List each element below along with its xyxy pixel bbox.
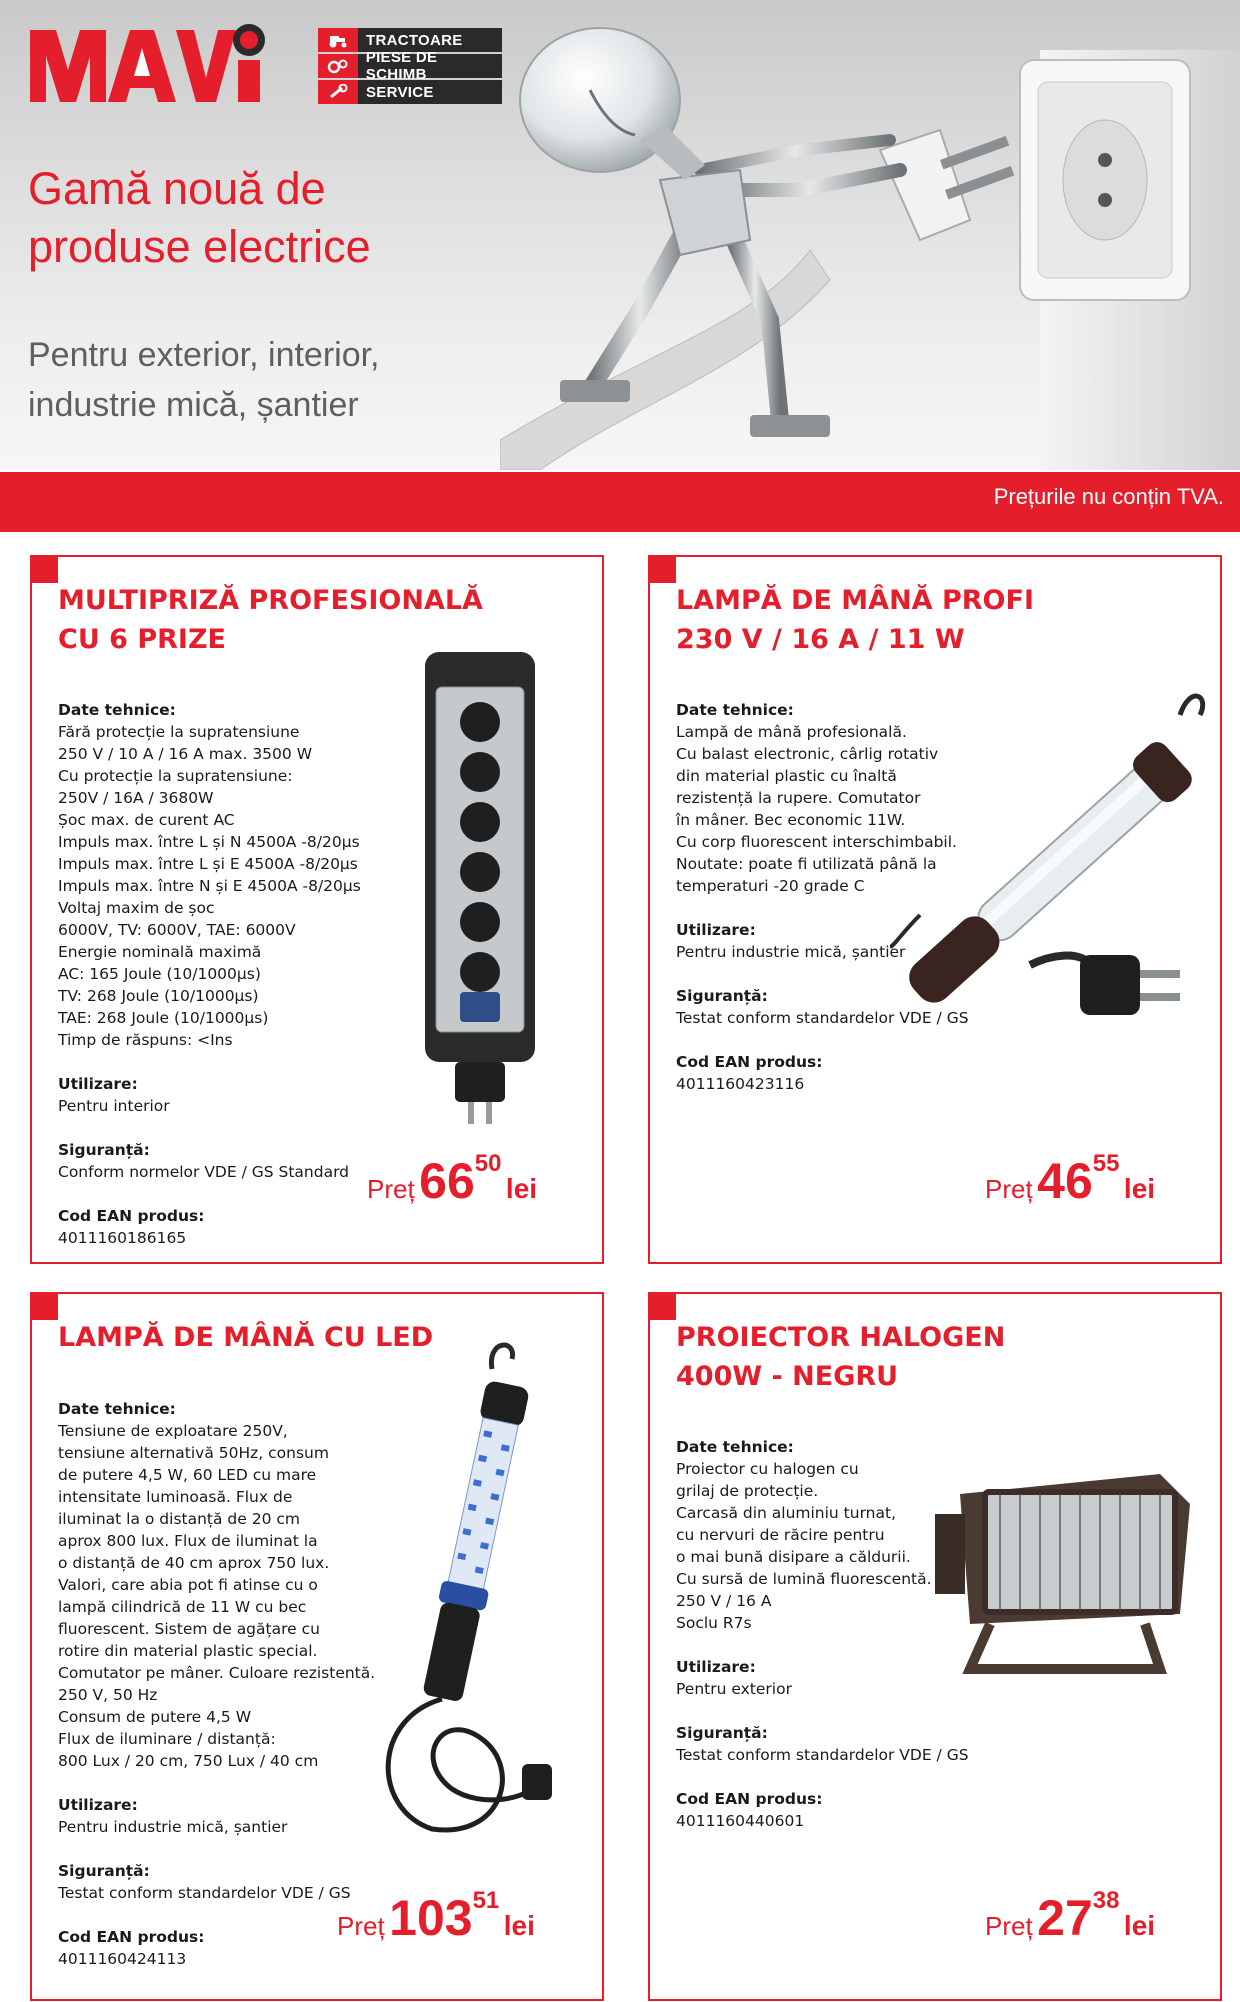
price-tag <box>985 1889 1155 1947</box>
safety-text: Testat conform standardelor VDE / GS <box>676 1009 969 1027</box>
led-lamp-image <box>372 1339 572 1844</box>
product-title-line: CU 6 PRIZE <box>58 624 226 655</box>
card-corner-marker <box>648 555 676 583</box>
product-card-proiector <box>648 1292 1222 2001</box>
product-title-line: LAMPĂ DE MÂNĂ CU LED <box>58 1322 434 1353</box>
spec-line: Voltaj maxim de șoc <box>58 899 215 917</box>
price-decimals: 51 <box>472 1887 500 1914</box>
hero-subtitle-line: industrie mică, șantier <box>28 386 359 424</box>
vat-note: Prețurile nu conțin TVA. <box>993 484 1224 509</box>
product-specs <box>676 1436 969 1854</box>
spec-line: în mâner. Bec economic 11W. <box>676 811 906 829</box>
spec-line: Energie nominală maximă <box>58 943 262 961</box>
spec-line: fluorescent. Sistem de agățare cu <box>58 1620 320 1638</box>
price-label: Preț <box>337 1911 385 1941</box>
hand-lamp-image <box>890 685 1220 1045</box>
spec-line: Șoc max. de curent AC <box>58 811 235 829</box>
specs-heading: Date tehnice: <box>58 701 176 719</box>
usage-heading: Utilizare: <box>58 1075 138 1093</box>
usage-text: Pentru industrie mică, șantier <box>58 1818 288 1836</box>
spec-line: temperaturi -20 grade C <box>676 877 865 895</box>
hero-title-line: Gamă nouă de <box>28 163 326 214</box>
usage-text: Pentru industrie mică, șantier <box>676 943 906 961</box>
ean-heading: Cod EAN produs: <box>58 1928 205 1946</box>
spec-line: o distanță de 40 cm aprox 750 lux. <box>58 1554 330 1572</box>
ean-heading: Cod EAN produs: <box>676 1790 823 1808</box>
safety-text: Testat conform standardelor VDE / GS <box>676 1746 969 1764</box>
mavi-logo <box>30 12 270 112</box>
safety-text: Testat conform standardelor VDE / GS <box>58 1884 351 1902</box>
price-label: Preț <box>367 1174 415 1204</box>
product-title-line: LAMPĂ DE MÂNĂ PROFI <box>676 585 1034 616</box>
price-integer: 27 <box>1037 1890 1093 1946</box>
price-integer: 103 <box>389 1890 473 1946</box>
spec-line: din material plastic cu înaltă <box>676 767 897 785</box>
ean-code: 4011160424113 <box>58 1950 187 1968</box>
power-strip-image <box>410 652 550 1132</box>
product-title-line: 400W - NEGRU <box>676 1361 899 1392</box>
ean-heading: Cod EAN produs: <box>676 1053 823 1071</box>
spec-line: 800 Lux / 20 cm, 750 Lux / 40 cm <box>58 1752 319 1770</box>
specs-heading: Date tehnice: <box>676 1438 794 1456</box>
gears-icon <box>318 54 358 78</box>
product-title-line: MULTIPRIZĂ PROFESIONALĂ <box>58 585 483 616</box>
product-title <box>676 1318 1196 1396</box>
usage-heading: Utilizare: <box>58 1796 138 1814</box>
spec-line: 250 V / 16 A <box>676 1592 772 1610</box>
spec-line: Impuls max. între L și N 4500A -8/20µs <box>58 833 360 851</box>
spec-line: 250V / 16A / 3680W <box>58 789 214 807</box>
hero-banner <box>0 0 1240 470</box>
price-label: Preț <box>985 1911 1033 1941</box>
safety-heading: Siguranță: <box>676 1724 768 1742</box>
usage-text: Pentru exterior <box>676 1680 792 1698</box>
price-decimals: 38 <box>1092 1887 1120 1914</box>
ean-code: 4011160440601 <box>676 1812 805 1830</box>
spec-line: 250 V, 50 Hz <box>58 1686 158 1704</box>
spec-line: Cu protecție la supratensiune: <box>58 767 293 785</box>
safety-heading: Siguranță: <box>676 987 768 1005</box>
wrench-icon <box>318 80 358 104</box>
price-currency: lei <box>503 1910 535 1941</box>
spec-line: Consum de putere 4,5 W <box>58 1708 252 1726</box>
spec-line: Fără protecție la supratensiune <box>58 723 300 741</box>
card-corner-marker <box>648 1292 676 1320</box>
specs-heading: Date tehnice: <box>676 701 794 719</box>
spec-line: cu nervuri de răcire pentru <box>676 1526 885 1544</box>
product-card-multipriza <box>30 555 604 1264</box>
spec-line: Proiector cu halogen cu <box>676 1460 859 1478</box>
logo-tags <box>318 28 502 106</box>
spec-line: Valori, care abia pot fi atinse cu o <box>58 1576 318 1594</box>
hero-title-line: produse electrice <box>28 221 371 272</box>
price-currency: lei <box>505 1173 538 1204</box>
spec-line: TV: 268 Joule (10/1000µs) <box>58 987 259 1005</box>
price-currency: lei <box>1123 1910 1156 1941</box>
product-title-line: PROIECTOR HALOGEN <box>676 1322 1006 1353</box>
spec-line: Tensiune de exploatare 250V, <box>58 1422 288 1440</box>
spec-line: Comutator pe mâner. Culoare rezistentă. <box>58 1664 376 1682</box>
price-integer: 46 <box>1037 1153 1093 1209</box>
product-card-lampa-led <box>30 1292 604 2001</box>
spec-line: grilaj de protecție. <box>676 1482 819 1500</box>
tag-label: PIESE DE SCHIMB <box>365 49 438 83</box>
safety-text: Conform normelor VDE / GS Standard <box>58 1163 350 1181</box>
usage-text: Pentru interior <box>58 1097 170 1115</box>
spec-line: Soclu R7s <box>676 1614 752 1632</box>
spec-line: o mai bună disipare a căldurii. <box>676 1548 911 1566</box>
spec-line: lampă cilindrică de 11 W cu bec <box>58 1598 307 1616</box>
price-tag <box>337 1889 535 1947</box>
spec-line: Cu sursă de lumină fluorescentă. <box>676 1570 932 1588</box>
specs-heading: Date tehnice: <box>58 1400 176 1418</box>
safety-heading: Siguranță: <box>58 1862 150 1880</box>
spec-line: rotire din material plastic special. <box>58 1642 318 1660</box>
hero-subtitle <box>28 330 548 430</box>
spec-line: rezistență la rupere. Comutator <box>676 789 921 807</box>
tag-piese <box>318 49 502 83</box>
ean-heading: Cod EAN produs: <box>58 1207 205 1225</box>
spec-line: de putere 4,5 W, 60 LED cu mare <box>58 1466 317 1484</box>
product-specs <box>58 699 361 1271</box>
spec-line: iluminat la o distanță de 20 cm <box>58 1510 301 1528</box>
product-title-line: 230 V / 16 A / 11 W <box>676 624 965 655</box>
usage-heading: Utilizare: <box>676 921 756 939</box>
tag-label: SERVICE <box>366 83 434 101</box>
spec-line: intensitate luminoasă. Flux de <box>58 1488 293 1506</box>
safety-heading: Siguranță: <box>58 1141 150 1159</box>
spec-line: Carcasă din aluminiu turnat, <box>676 1504 897 1522</box>
spec-line: Flux de iluminare / distanță: <box>58 1730 276 1748</box>
ean-code: 4011160186165 <box>58 1229 187 1247</box>
spec-line: Impuls max. între L și E 4500A -8/20µs <box>58 855 358 873</box>
spec-line: TAE: 268 Joule (10/1000µs) <box>58 1009 269 1027</box>
bulb-robot-illustration <box>500 20 1240 470</box>
spec-line: AC: 165 Joule (10/1000µs) <box>58 965 261 983</box>
spec-line: Noutate: poate fi utilizată până la <box>676 855 937 873</box>
spec-line: tensiune alternativă 50Hz, consum <box>58 1444 329 1462</box>
tractor-icon <box>318 28 358 52</box>
spec-line: aprox 800 lux. Flux de iluminat la <box>58 1532 318 1550</box>
price-integer: 66 <box>419 1153 475 1209</box>
usage-heading: Utilizare: <box>676 1658 756 1676</box>
product-title <box>676 581 1196 659</box>
tag-service <box>318 80 502 104</box>
product-specs <box>58 1398 375 1992</box>
price-decimals: 50 <box>474 1150 502 1177</box>
product-card-lampa-profi <box>648 555 1222 1264</box>
spec-line: Cu corp fluorescent interschimbabil. <box>676 833 957 851</box>
price-label: Preț <box>985 1174 1033 1204</box>
spec-line: Lampă de mână profesională. <box>676 723 907 741</box>
spec-line: Impuls max. între N și E 4500A -8/20µs <box>58 877 361 895</box>
halogen-projector-image <box>930 1454 1210 1684</box>
spec-line: 250 V / 10 A / 16 A max. 3500 W <box>58 745 313 763</box>
card-corner-marker <box>30 1292 58 1320</box>
tag-label: TRACTOARE <box>366 31 463 49</box>
product-title <box>58 581 578 659</box>
price-tag <box>367 1152 537 1210</box>
spec-line: 6000V, TV: 6000V, TAE: 6000V <box>58 921 296 939</box>
spec-line: Cu balast electronic, cârlig rotativ <box>676 745 939 763</box>
card-corner-marker <box>30 555 58 583</box>
price-tag <box>985 1152 1155 1210</box>
hero-subtitle-line: Pentru exterior, interior, <box>28 336 380 374</box>
price-decimals: 55 <box>1092 1150 1120 1177</box>
ean-code: 4011160423116 <box>676 1075 805 1093</box>
price-currency: lei <box>1123 1173 1156 1204</box>
spec-line: Timp de răspuns: <Ins <box>58 1031 233 1049</box>
